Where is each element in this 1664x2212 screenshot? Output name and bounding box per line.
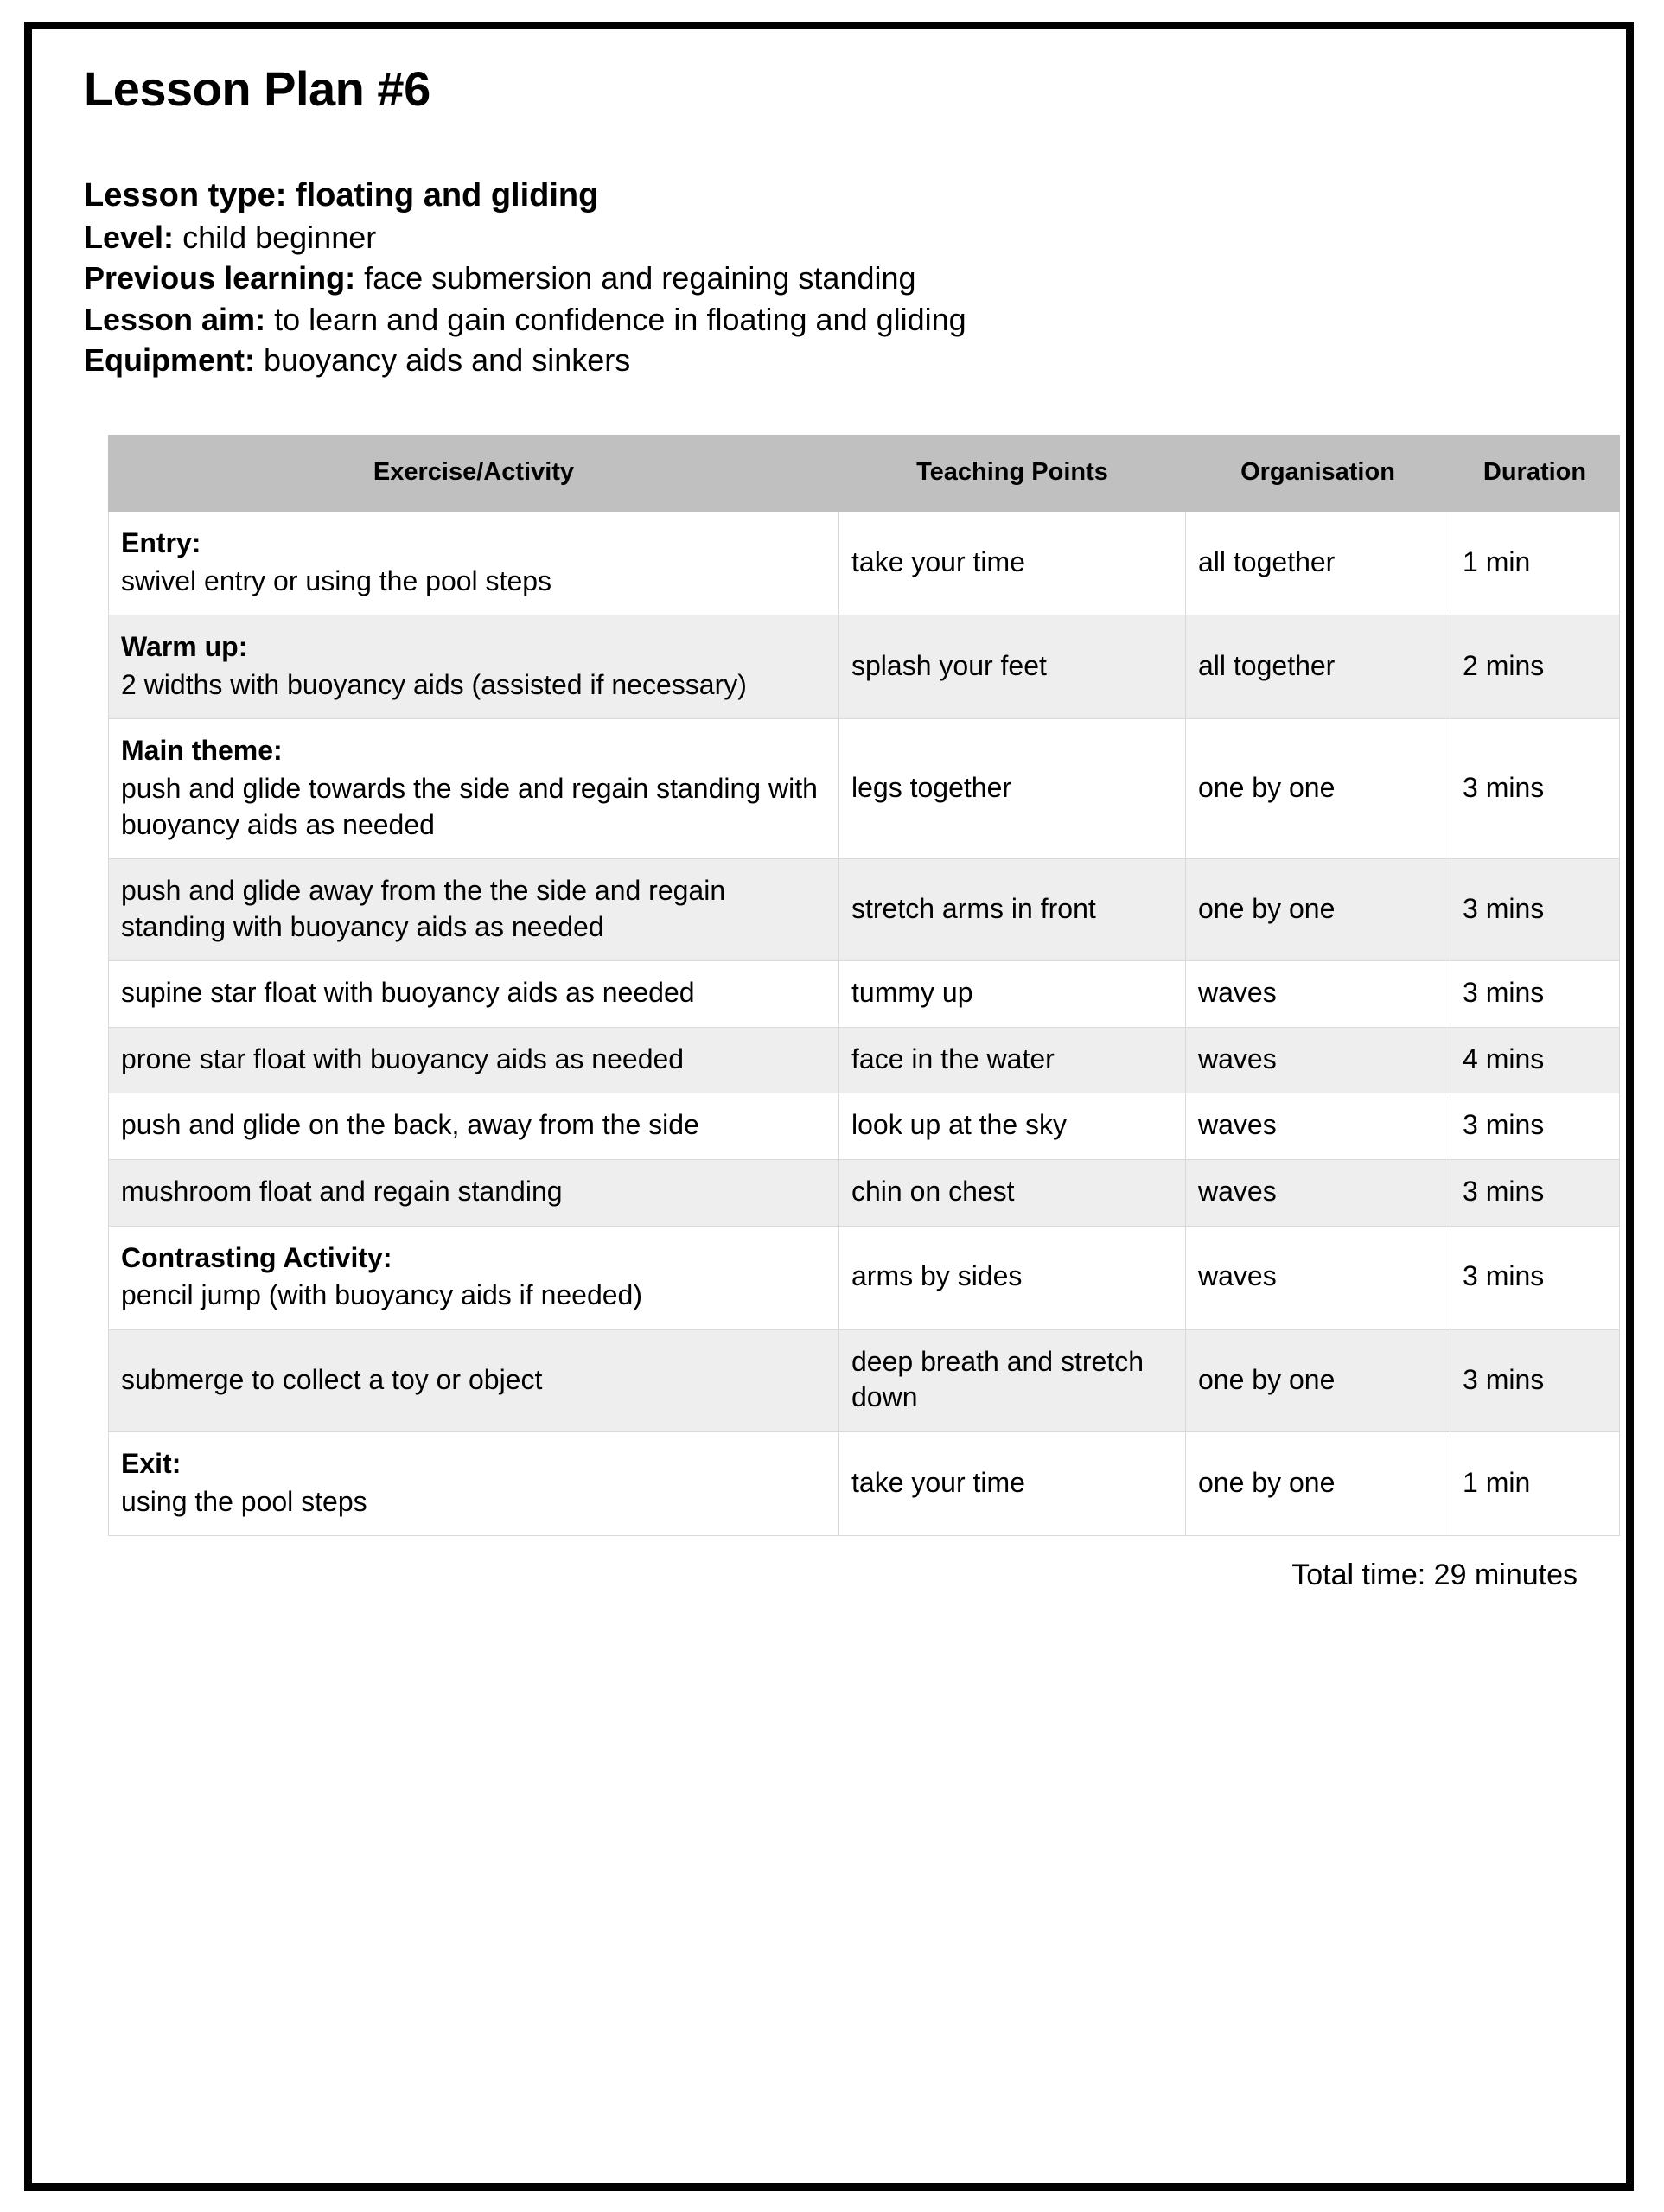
table-body	[109, 511, 1620, 1535]
activity-heading: Main theme:	[121, 735, 283, 767]
table-row	[109, 1027, 1620, 1093]
meta-lesson-type	[84, 174, 1602, 217]
cell-activity	[109, 1093, 839, 1160]
cell-duration: 2 mins	[1450, 615, 1620, 719]
table-row	[109, 511, 1620, 615]
cell-activity	[109, 1160, 839, 1227]
cell-teaching: legs together	[839, 719, 1186, 859]
cell-duration: 3 mins	[1450, 1093, 1620, 1160]
column-header-organisation: Organisation	[1186, 435, 1450, 511]
cell-duration: 3 mins	[1450, 1329, 1620, 1431]
cell-teaching: take your time	[839, 511, 1186, 615]
cell-duration: 3 mins	[1450, 1160, 1620, 1227]
table-row	[109, 859, 1620, 961]
activity-text: pencil jump (with buoyancy aids if needed)	[121, 1279, 642, 1311]
meta-level	[84, 217, 1602, 258]
cell-teaching: splash your feet	[839, 615, 1186, 719]
cell-organisation: all together	[1186, 615, 1450, 719]
cell-activity	[109, 1432, 839, 1536]
activity-heading: Warm up:	[121, 631, 248, 663]
meta-label: Equipment:	[84, 342, 255, 379]
cell-activity	[109, 1027, 839, 1093]
cell-activity	[109, 961, 839, 1028]
cell-organisation: waves	[1186, 1226, 1450, 1329]
meta-label: Level:	[84, 219, 175, 255]
meta-value: child beginner	[182, 219, 377, 255]
cell-duration: 1 min	[1450, 1432, 1620, 1536]
cell-organisation: one by one	[1186, 859, 1450, 961]
meta-equipment	[84, 340, 1602, 381]
cell-organisation: waves	[1186, 961, 1450, 1028]
meta-value: floating and gliding	[295, 176, 599, 214]
cell-teaching: chin on chest	[839, 1160, 1186, 1227]
cell-activity	[109, 719, 839, 859]
cell-organisation: all together	[1186, 511, 1450, 615]
table-row	[109, 1226, 1620, 1329]
cell-teaching: stretch arms in front	[839, 859, 1186, 961]
activity-heading: Exit:	[121, 1448, 182, 1480]
meta-label: Previous learning:	[84, 260, 356, 296]
column-header-duration: Duration	[1450, 435, 1620, 511]
cell-activity	[109, 859, 839, 961]
lesson-plan-table	[108, 435, 1620, 1536]
cell-teaching: deep breath and stretch down	[839, 1329, 1186, 1431]
table-row	[109, 961, 1620, 1028]
table-header-row	[109, 435, 1620, 511]
cell-duration: 1 min	[1450, 511, 1620, 615]
cell-duration: 4 mins	[1450, 1027, 1620, 1093]
meta-value: to learn and gain confidence in floating and gliding	[274, 301, 966, 337]
activity-heading: Contrasting Activity:	[121, 1241, 392, 1273]
activity-text: using the pool steps	[121, 1485, 367, 1517]
cell-duration: 3 mins	[1450, 859, 1620, 961]
cell-organisation: one by one	[1186, 1432, 1450, 1536]
cell-organisation: waves	[1186, 1093, 1450, 1160]
table-row	[109, 1160, 1620, 1227]
activity-text: push and glide on the back, away from the side	[121, 1109, 699, 1141]
cell-teaching: look up at the sky	[839, 1093, 1186, 1160]
cell-activity	[109, 615, 839, 719]
activity-text: mushroom float and regain standing	[121, 1176, 563, 1208]
meta-value: face submersion and regaining standing	[364, 260, 916, 296]
activity-text: supine star float with buoyancy aids as needed	[121, 977, 695, 1009]
cell-teaching: arms by sides	[839, 1226, 1186, 1329]
cell-activity	[109, 1329, 839, 1431]
table-row	[109, 615, 1620, 719]
meta-label: Lesson type:	[84, 176, 287, 214]
lesson-metadata	[84, 174, 1602, 381]
total-time-label: Total time: 29 minutes	[1291, 1559, 1578, 1592]
meta-previous-learning	[84, 258, 1602, 299]
cell-organisation: one by one	[1186, 719, 1450, 859]
activity-heading: Entry:	[121, 526, 201, 558]
cell-organisation: waves	[1186, 1160, 1450, 1227]
activity-text: submerge to collect a toy or object	[121, 1363, 543, 1395]
activity-text: push and glide towards the side and regain standing with buoyancy aids as needed	[121, 772, 818, 840]
table-row	[109, 1093, 1620, 1160]
activity-text: prone star float with buoyancy aids as needed	[121, 1042, 685, 1074]
table-row	[109, 1432, 1620, 1536]
table-header	[109, 435, 1620, 511]
column-header-teaching: Teaching Points	[839, 435, 1186, 511]
page-content	[84, 47, 1602, 2175]
cell-organisation: one by one	[1186, 1329, 1450, 1431]
cell-teaching: face in the water	[839, 1027, 1186, 1093]
page-title: Lesson Plan #6	[84, 61, 430, 116]
cell-activity	[109, 511, 839, 615]
cell-duration: 3 mins	[1450, 961, 1620, 1028]
cell-organisation: waves	[1186, 1027, 1450, 1093]
activity-text: swivel entry or using the pool steps	[121, 564, 552, 596]
meta-lesson-aim	[84, 299, 1602, 341]
column-header-activity: Exercise/Activity	[109, 435, 839, 511]
meta-label: Lesson aim:	[84, 301, 266, 337]
cell-activity	[109, 1226, 839, 1329]
page-border-frame	[24, 22, 1634, 2191]
cell-teaching: tummy up	[839, 961, 1186, 1028]
meta-value: buoyancy aids and sinkers	[264, 342, 631, 379]
activity-text: 2 widths with buoyancy aids (assisted if necessary)	[121, 668, 747, 700]
cell-duration: 3 mins	[1450, 719, 1620, 859]
activity-text: push and glide away from the the side and regain standing with buoyancy aids as needed	[121, 875, 726, 942]
table-row	[109, 719, 1620, 859]
cell-duration: 3 mins	[1450, 1226, 1620, 1329]
cell-teaching: take your time	[839, 1432, 1186, 1536]
table-row	[109, 1329, 1620, 1431]
